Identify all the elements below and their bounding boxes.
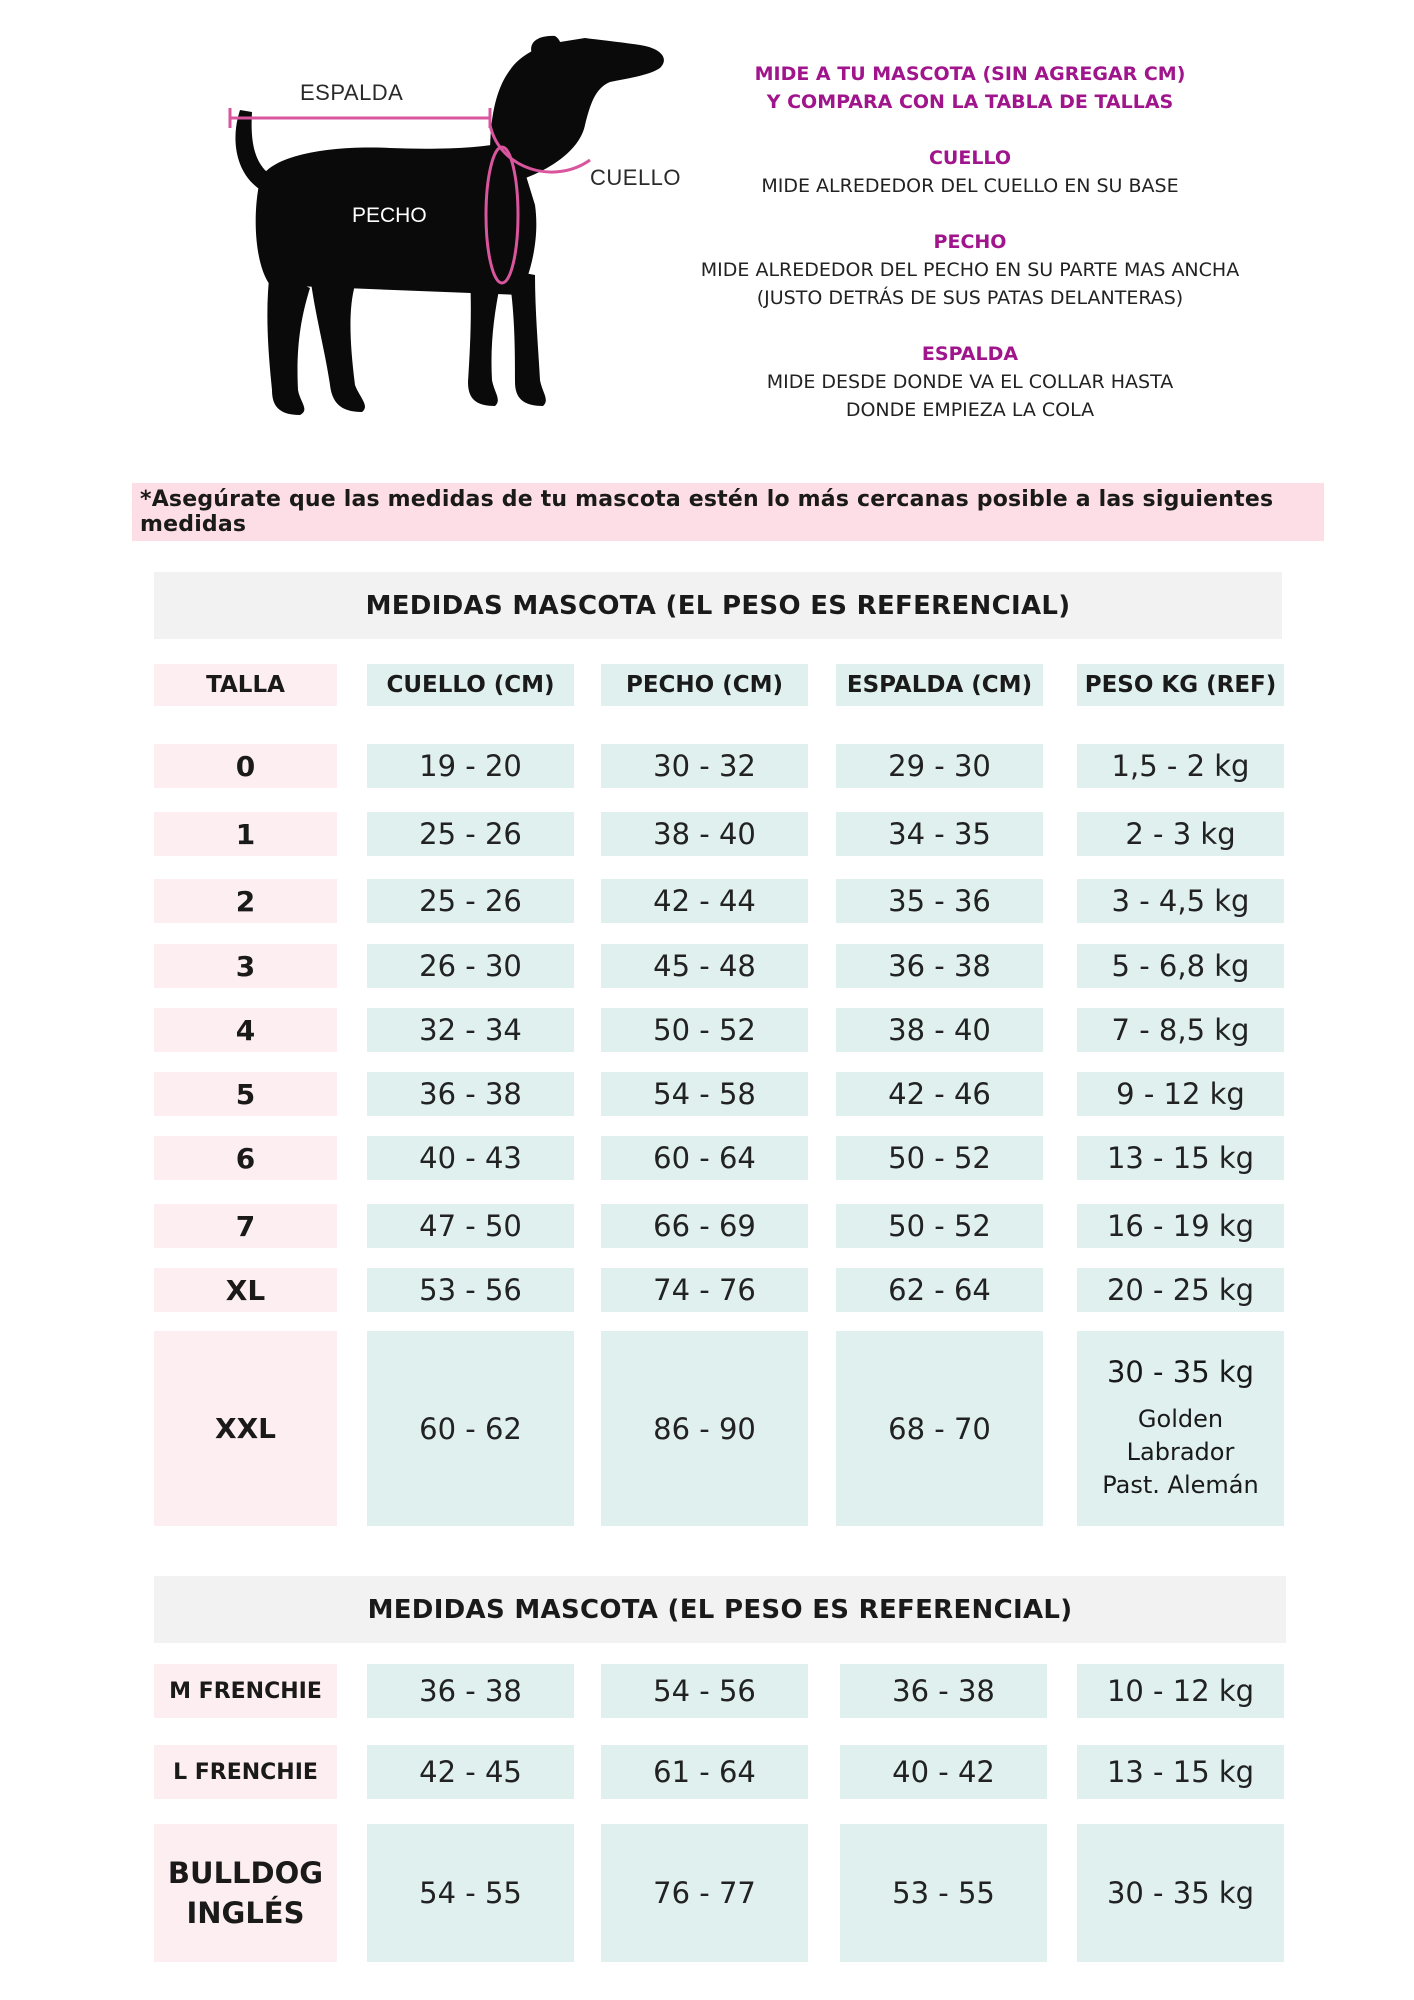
table1-row-3-pecho: 45 - 48 [601,944,808,988]
cuello-instruction: MIDE ALREDEDOR DEL CUELLO EN SU BASE [761,175,1179,197]
table1-row-5-espalda: 42 - 46 [836,1072,1043,1116]
table1-row-1-peso: 2 - 3 kg [1077,812,1284,856]
measurement-note-banner: *Asegúrate que las medidas de tu mascota estén lo más cercanas posible a las siguientes medidas [132,483,1324,541]
table1-row-0-pecho: 30 - 32 [601,744,808,788]
table1-row-3-espalda: 36 - 38 [836,944,1043,988]
espalda-instruction-2: DONDE EMPIEZA LA COLA [845,399,1095,421]
table2-bulldog-cuello: 54 - 55 [367,1824,574,1962]
table1-row-2-size: 2 [154,879,337,923]
table1-row-8-peso: 20 - 25 kg [1077,1268,1284,1312]
xxl-breed-0: Golden [1137,1405,1224,1433]
table1-row-4-espalda: 38 - 40 [836,1008,1043,1052]
header-espalda: ESPALDA (CM) [836,664,1043,706]
table1-row-3-size: 3 [154,944,337,988]
table1-row-8-espalda: 62 - 64 [836,1268,1043,1312]
table2-bulldog-size [154,1824,337,1962]
table1-row-0-size: 0 [154,744,337,788]
table1-row-1-cuello: 25 - 26 [367,812,574,856]
table1-row-6-peso: 13 - 15 kg [1077,1136,1284,1180]
table1-row-1-pecho: 38 - 40 [601,812,808,856]
header-peso: PESO KG (REF) [1077,664,1284,706]
table2-row-1-size: L FRENCHIE [154,1745,337,1799]
table2-row-0-peso: 10 - 12 kg [1077,1664,1284,1718]
espalda-measure-line [230,108,490,128]
table1-row-7-cuello: 47 - 50 [367,1204,574,1248]
intro-line-2: Y COMPARA CON LA TABLA DE TALLAS [766,91,1174,113]
table2-bulldog-espalda: 53 - 55 [840,1824,1047,1962]
table1-row-6-cuello: 40 - 43 [367,1136,574,1180]
table1-row-2-cuello: 25 - 26 [367,879,574,923]
table1-xxl-peso [1077,1331,1284,1526]
pecho-instruction-1: MIDE ALREDEDOR DEL PECHO EN SU PARTE MAS ANCHA [700,259,1240,281]
table2-row-1-pecho: 61 - 64 [601,1745,808,1799]
bulldog-line1: BULLDOG [167,1856,324,1890]
table2-row-1-cuello: 42 - 45 [367,1745,574,1799]
table1-row-7-pecho: 66 - 69 [601,1204,808,1248]
table1-row-6-pecho: 60 - 64 [601,1136,808,1180]
intro-line-1: MIDE A TU MASCOTA (SIN AGREGAR CM) [754,63,1186,85]
table1-row-0-peso: 1,5 - 2 kg [1077,744,1284,788]
table1-row-1-size: 1 [154,812,337,856]
table1-row-5-size: 5 [154,1072,337,1116]
table1-row-2-pecho: 42 - 44 [601,879,808,923]
espalda-label: ESPALDA [300,80,404,105]
table2-row-0-size: M FRENCHIE [154,1664,337,1718]
table2-row-1-peso: 13 - 15 kg [1077,1745,1284,1799]
table1-row-8-cuello: 53 - 56 [367,1268,574,1312]
pecho-label: PECHO [352,204,427,227]
table1-row-8-pecho: 74 - 76 [601,1268,808,1312]
table1-row-4-peso: 7 - 8,5 kg [1077,1008,1284,1052]
table1-row-7-peso: 16 - 19 kg [1077,1204,1284,1248]
table1-row-4-cuello: 32 - 34 [367,1008,574,1052]
table2-row-1-espalda: 40 - 42 [840,1745,1047,1799]
table1-xxl-espalda: 68 - 70 [836,1331,1043,1526]
table1-row-7-size: 7 [154,1204,337,1248]
table1-row-0-cuello: 19 - 20 [367,744,574,788]
espalda-instruction-1: MIDE DESDE DONDE VA EL COLLAR HASTA [766,371,1174,393]
table2-row-0-pecho: 54 - 56 [601,1664,808,1718]
header-pecho: PECHO (CM) [601,664,808,706]
header-cuello: CUELLO (CM) [367,664,574,706]
table1-row-6-espalda: 50 - 52 [836,1136,1043,1180]
table1-row-8-size: XL [154,1268,337,1312]
table2-bulldog-peso: 30 - 35 kg [1077,1824,1284,1962]
espalda-heading: ESPALDA [921,343,1019,365]
xxl-breed-1: Labrador [1126,1438,1235,1466]
table1-row-2-espalda: 35 - 36 [836,879,1043,923]
table1-row-6-size: 6 [154,1136,337,1180]
table1-row-2-peso: 3 - 4,5 kg [1077,879,1284,923]
xxl-breed-2: Past. Alemán [1102,1471,1259,1499]
table1-row-7-espalda: 50 - 52 [836,1204,1043,1248]
xxl-peso-value: 30 - 35 kg [1106,1355,1255,1389]
table1-xxl-cuello: 60 - 62 [367,1331,574,1526]
table2-row-0-espalda: 36 - 38 [840,1664,1047,1718]
table1-row-0-espalda: 29 - 30 [836,744,1043,788]
pecho-heading: PECHO [933,231,1007,253]
table1-row-3-cuello: 26 - 30 [367,944,574,988]
table1-row-5-cuello: 36 - 38 [367,1072,574,1116]
table1-xxl-size: XXL [154,1331,337,1526]
table1-xxl-pecho: 86 - 90 [601,1331,808,1526]
table1-row-5-peso: 9 - 12 kg [1077,1072,1284,1116]
cuello-label: CUELLO [590,165,682,190]
pecho-instruction-2: (JUSTO DETRÁS DE SUS PATAS DELANTERAS) [756,287,1184,309]
header-talla: TALLA [154,664,337,706]
table1-row-1-espalda: 34 - 35 [836,812,1043,856]
table1-row-4-size: 4 [154,1008,337,1052]
table2-bulldog-pecho: 76 - 77 [601,1824,808,1962]
table1-title: MEDIDAS MASCOTA (EL PESO ES REFERENCIAL) [154,572,1282,639]
table1-row-4-pecho: 50 - 52 [601,1008,808,1052]
table2-row-0-cuello: 36 - 38 [367,1664,574,1718]
table1-row-3-peso: 5 - 6,8 kg [1077,944,1284,988]
bulldog-line2: INGLÉS [186,1896,305,1930]
table1-row-5-pecho: 54 - 58 [601,1072,808,1116]
table2-title: MEDIDAS MASCOTA (EL PESO ES REFERENCIAL) [154,1576,1286,1643]
dog-measurement-diagram [190,30,710,450]
measuring-instructions [650,60,1290,424]
cuello-heading: CUELLO [928,147,1012,169]
